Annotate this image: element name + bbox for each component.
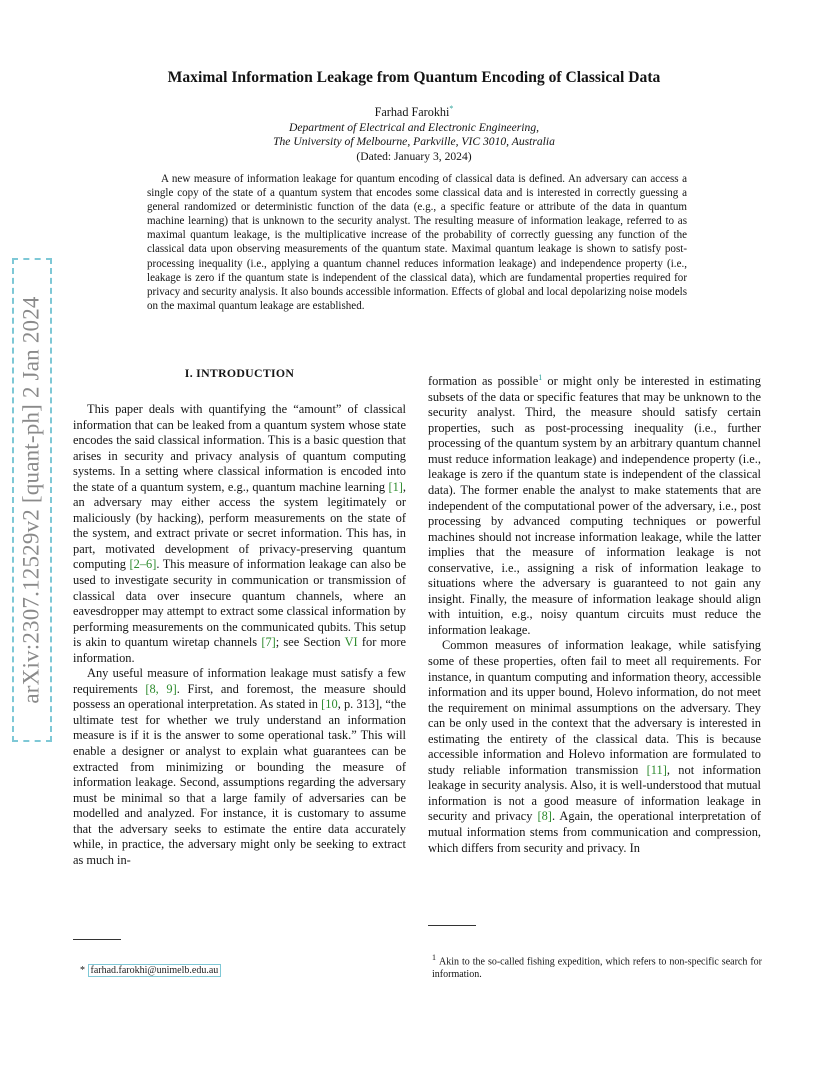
section-link[interactable]: VI [344, 635, 358, 650]
footnote-1 [432, 951, 762, 981]
section-heading-introduction: I. INTRODUCTION [184, 366, 295, 380]
citation-link[interactable]: [8] [537, 809, 552, 824]
citation-link[interactable]: [10 [321, 697, 338, 712]
footnote-ref-1[interactable]: 1 [538, 373, 543, 382]
footnote-number: 1 [432, 953, 436, 962]
arxiv-watermark[interactable] [12, 258, 52, 742]
arxiv-identifier: arXiv:2307.12529v2 [quant-ph] 2 Jan 2024 [19, 296, 44, 704]
intro-paragraph-3: Common measures of information leakage, while satisfying some of these properties, often fail to meet all requirements. For instance, in quantum computing and information theory, accessible information and its upper bound, Holevo information, do not meet the requirement on minimal assumptions on the adversary. They can be only used in the context that the adversary is interested in estimating the entirety of the classical data. This is because accessible information and Holevo information are formulated to study reliable information transmission [11], not information leakage in security analysis. Also, it is well-understood that mutual information is not a good measure of information leakage in security and privacy [8]. Again, the operational interpretation of mutual information stems from communication and compression, which differs from security and privacy. In [428, 638, 762, 855]
footnote-email [80, 965, 221, 976]
citation-link[interactable]: [7] [261, 635, 276, 650]
footnote-divider-right [428, 925, 476, 926]
right-column [428, 370, 761, 856]
affiliation-university: The University of Melbourne, Parkville, VIC 3010, Australia [273, 135, 555, 148]
citation-link[interactable]: [1] [388, 479, 403, 494]
affiliation-department: Department of Electrical and Electronic Engineering, [288, 121, 540, 134]
intro-paragraph-2: Any useful measure of information leakage must satisfy a few requirements [8, 9]. First, and foremost, the measure should possess an operational interpretation. As stated in [10, p. 313], “the ultimate test for whether we truly understand an information measure is if it is the answer to some operational task.” This will enable a designer or analyst to explain what guarantees can be extracted from minimizing or bounding the measure of information leakage. Second, assumptions regarding the adversary must be minimal so that a large family of adversaries can be modelled and analyzed. For instance, it is customary to assume that the adversary seeks to estimate the entire data accurately while, in practice, the adversary might only be seeking to extract as much in- [73, 666, 406, 867]
citation-link[interactable]: [8, 9] [145, 681, 177, 696]
intro-paragraph-2-continued: formation as possible$^1$ or might only be interested in estimating subsets of the data or specific features that may be unknown to the security analyst. Third, the measure should satisfy certain properties, such as post-processing inequality (i.e., further processing of the quantum system by an arbitrary quantum channel must reduce information leakage) and independence property (i.e., leakage is zero if the quantum state is independent of the classical data). The former enable the analyst to make statements that are independent of the computational power of the adversary, i.e., post processing by advanced computing techniques or powerful machines should not increase information leakage, while the latter implies that the measure of information leakage is not conservative, i.e., assigning a risk of information leakage to situations where the adversary is guaranteed to not gain any insight. Finally, the measure of information leakage should align with intuition, e.g., noisy quantum circuits must reduce the information leakage. [428, 373, 761, 637]
citation-link[interactable]: [2–6] [129, 557, 157, 572]
footnote-text: Akin to the so-called fishing expedition, which refers to non-specific search for information. [432, 956, 762, 981]
intro-paragraph-1: This paper deals with quantifying the “amount” of classical information that can be leaked from a quantum system whose state encodes the said classical information. This is a basic question that arises in security and privacy analysis of quantum computing systems. In a setting where classical information is encoded into the state of a quantum system, e.g., quantum machine learning [1], an adversary may either access the system legitimately or maliciously (by hacking), perform measurements on the state of the system, and extract private or secret information. This has, in part, motivated development of privacy-preserving quantum computing [2–6]. This measure of information leakage can also be used to investigate security in communication or transmission of classical data over insecure quantum channels, where an eavesdropper may attempt to extract some classical information by performing measurements on the communicated qubits. This setup is akin to quantum wiretap channels [7]; see Section VI for more information. [73, 402, 407, 665]
dated-line: (Dated: January 3, 2024) [356, 150, 472, 163]
citation-link[interactable]: [11] [646, 762, 667, 777]
footnote-divider-left [73, 939, 121, 940]
left-column [73, 366, 406, 868]
author-name: Farhad Farokhi [374, 105, 450, 120]
author-email-link[interactable]: farhad.farokhi@unimelb.edu.au [88, 964, 222, 977]
paper-title: Maximal Information Leakage from Quantum Encoding of Classical Data [167, 69, 661, 86]
footnote-mark: * [80, 965, 85, 976]
author-line [80, 104, 748, 120]
author-footnote-mark[interactable]: * [449, 104, 454, 113]
abstract: A new measure of information leakage for quantum encoding of classical data is defined. An adversary can access a single copy of the state of a quantum system that encodes some classical data and is interested in correctly guessing a general randomized or deterministic function of the data (e.g., a specific feature or attribute of the data in quantum machine learning) that is unknown to the security analyst. The resulting measure of information leakage, referred to as maximal quantum leakage, is the multiplicative increase of the probability of correctly guessing any function of the classical data upon observing measurements of the quantum state. Maximal quantum leakage is shown to satisfy post-processing inequality (i.e., applying a quantum channel reduces information leakage) and independence property (i.e., leakage is zero if the quantum state is independent of the classical data), which are fundamental properties required for privacy and security analysis. It also bounds accessible information. Effects of global and local depolarizing noise models on the maximal quantum leakage are established. [147, 173, 687, 312]
